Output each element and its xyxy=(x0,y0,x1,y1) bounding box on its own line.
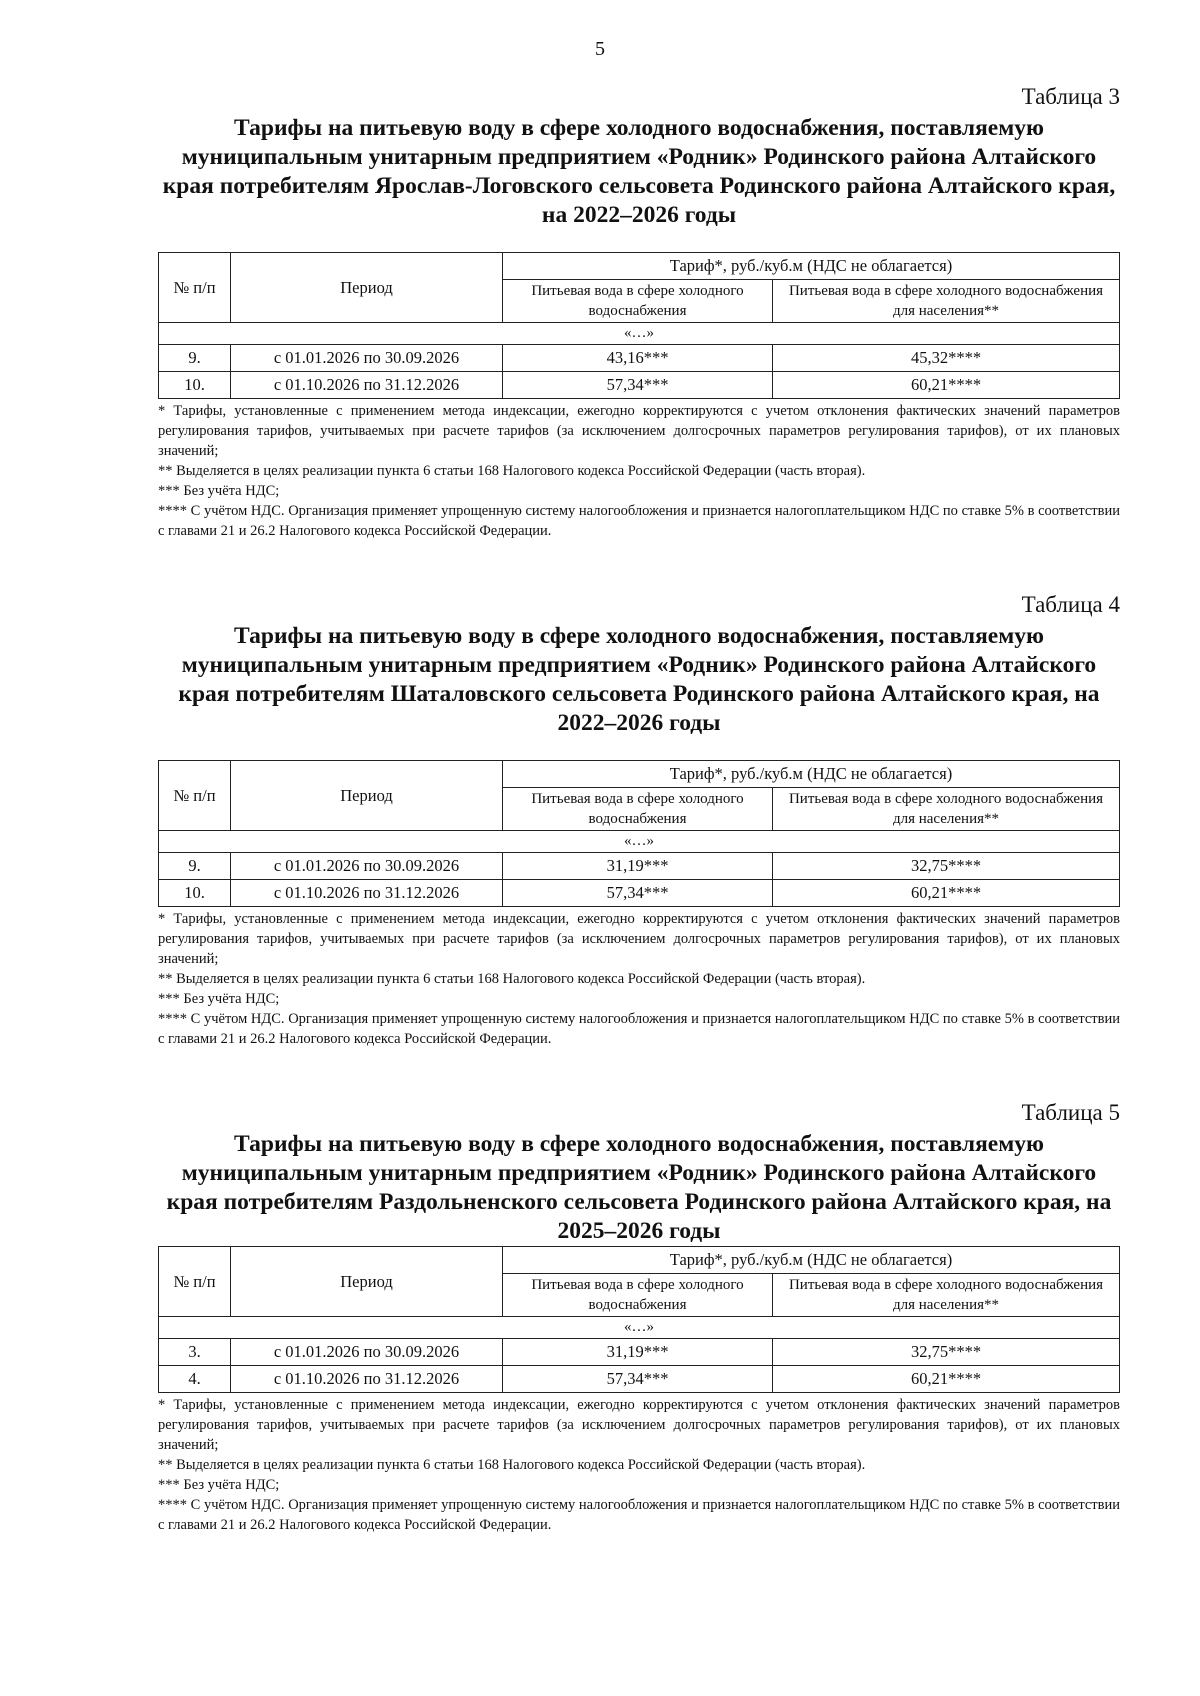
header-period: Период xyxy=(231,1247,503,1317)
row-period: с 01.01.2026 по 30.09.2026 xyxy=(231,853,503,880)
footnotes xyxy=(158,909,1120,1049)
footnote: **** С учётом НДС. Организация применяет упрощенную систему налогообложения и признается налогоплательщиком НДС по ставке 5% в соответствии с главами 21 и 26.2 Налогового кодекса Российской Федерации. xyxy=(158,1497,1120,1533)
row-num: 9. xyxy=(159,345,231,372)
table-4-section xyxy=(158,592,1120,1049)
row-tariff-a: 31,19*** xyxy=(503,1339,773,1366)
table-3-section xyxy=(158,84,1120,541)
footnote: * Тарифы, установленные с применением метода индексации, ежегодно корректируются с учетом отклонения фактических значений параметров регулирования тарифов, учитываемых при расчете тарифов (за исключением долгосрочных параметров регулирования тарифов), от их плановых значений; xyxy=(158,911,1120,967)
row-num: 3. xyxy=(159,1339,231,1366)
table-label: Таблица 5 xyxy=(1021,1100,1120,1125)
table-5-section xyxy=(158,1100,1120,1535)
footnote: *** Без учёта НДС; xyxy=(158,483,280,499)
table-row xyxy=(159,853,1120,880)
footnote: *** Без учёта НДС; xyxy=(158,991,280,1007)
row-period: с 01.01.2026 по 30.09.2026 xyxy=(231,345,503,372)
table-row xyxy=(159,880,1120,907)
header-col-a: Питьевая вода в сфере холодного водоснабжения xyxy=(503,1274,773,1317)
row-period: с 01.10.2026 по 31.12.2026 xyxy=(231,880,503,907)
header-period: Период xyxy=(231,253,503,323)
row-tariff-b: 60,21**** xyxy=(773,880,1120,907)
row-tariff-a: 57,34*** xyxy=(503,880,773,907)
page-number: 5 xyxy=(595,38,605,60)
row-num: 10. xyxy=(159,372,231,399)
row-tariff-b: 32,75**** xyxy=(773,1339,1120,1366)
footnotes xyxy=(158,401,1120,541)
header-num: № п/п xyxy=(159,253,231,323)
header-num: № п/п xyxy=(159,761,231,831)
table-label: Таблица 3 xyxy=(1021,84,1120,109)
row-num: 10. xyxy=(159,880,231,907)
tariff-table xyxy=(158,252,1120,399)
row-tariff-a: 43,16*** xyxy=(503,345,773,372)
table-title: Тарифы на питьевую воду в сфере холодного водоснабжения, поставляемую муниципальным унитарным предприятием «Родник» Родинского района Алтайского края потребителям Шаталовского сельсовета Родинского района Алтайского края, на 2022–2026 годы xyxy=(178,623,1100,736)
header-tariff: Тариф*, руб./куб.м (НДС не облагается) xyxy=(503,1247,1120,1274)
footnote: **** С учётом НДС. Организация применяет упрощенную систему налогообложения и признается налогоплательщиком НДС по ставке 5% в соответствии с главами 21 и 26.2 Налогового кодекса Российской Федерации. xyxy=(158,503,1120,539)
header-col-a: Питьевая вода в сфере холодного водоснабжения xyxy=(503,280,773,323)
row-period: с 01.10.2026 по 31.12.2026 xyxy=(231,372,503,399)
row-tariff-b: 32,75**** xyxy=(773,853,1120,880)
row-period: с 01.01.2026 по 30.09.2026 xyxy=(231,1339,503,1366)
tariff-table xyxy=(158,1246,1120,1393)
header-period: Период xyxy=(231,761,503,831)
ellipsis-row: «…» xyxy=(159,323,1120,345)
footnote: * Тарифы, установленные с применением метода индексации, ежегодно корректируются с учетом отклонения фактических значений параметров регулирования тарифов, учитываемых при расчете тарифов (за исключением долгосрочных параметров регулирования тарифов), от их плановых значений; xyxy=(158,1397,1120,1453)
row-tariff-a: 57,34*** xyxy=(503,1366,773,1393)
ellipsis-row: «…» xyxy=(159,1317,1120,1339)
footnote: *** Без учёта НДС; xyxy=(158,1477,280,1493)
row-num: 9. xyxy=(159,853,231,880)
header-col-b: Питьевая вода в сфере холодного водоснабжения для населения** xyxy=(773,280,1120,323)
footnote: ** Выделяется в целях реализации пункта 6 статьи 168 Налогового кодекса Российской Федерации (часть вторая). xyxy=(158,971,866,987)
table-row xyxy=(159,372,1120,399)
header-col-b: Питьевая вода в сфере холодного водоснабжения для населения** xyxy=(773,1274,1120,1317)
row-tariff-a: 57,34*** xyxy=(503,372,773,399)
footnote: ** Выделяется в целях реализации пункта 6 статьи 168 Налогового кодекса Российской Федерации (часть вторая). xyxy=(158,1457,866,1473)
row-period: с 01.10.2026 по 31.12.2026 xyxy=(231,1366,503,1393)
footnote: **** С учётом НДС. Организация применяет упрощенную систему налогообложения и признается налогоплательщиком НДС по ставке 5% в соответствии с главами 21 и 26.2 Налогового кодекса Российской Федерации. xyxy=(158,1011,1120,1047)
table-row xyxy=(159,345,1120,372)
row-tariff-b: 45,32**** xyxy=(773,345,1120,372)
header-col-b: Питьевая вода в сфере холодного водоснабжения для населения** xyxy=(773,788,1120,831)
footnote: * Тарифы, установленные с применением метода индексации, ежегодно корректируются с учетом отклонения фактических значений параметров регулирования тарифов, учитываемых при расчете тарифов (за исключением долгосрочных параметров регулирования тарифов), от их плановых значений; xyxy=(158,403,1120,459)
row-num: 4. xyxy=(159,1366,231,1393)
table-title: Тарифы на питьевую воду в сфере холодного водоснабжения, поставляемую муниципальным унитарным предприятием «Родник» Родинского района Алтайского края потребителям Ярослав-Логовского сельсовета Родинского района Алтайского края, на 2022–2026 годы xyxy=(162,115,1116,228)
table-row xyxy=(159,1366,1120,1393)
table-label: Таблица 4 xyxy=(1021,592,1120,617)
table-title: Тарифы на питьевую воду в сфере холодного водоснабжения, поставляемую муниципальным унитарным предприятием «Родник» Родинского района Алтайского края потребителям Раздольненского сельсовета Родинского района Алтайского края, на 2025–2026 годы xyxy=(166,1131,1112,1244)
row-tariff-a: 31,19*** xyxy=(503,853,773,880)
row-tariff-b: 60,21**** xyxy=(773,1366,1120,1393)
table-row xyxy=(159,1339,1120,1366)
ellipsis-row: «…» xyxy=(159,831,1120,853)
tariff-table xyxy=(158,760,1120,907)
footnotes xyxy=(158,1395,1120,1535)
header-col-a: Питьевая вода в сфере холодного водоснабжения xyxy=(503,788,773,831)
header-tariff: Тариф*, руб./куб.м (НДС не облагается) xyxy=(503,253,1120,280)
header-num: № п/п xyxy=(159,1247,231,1317)
header-tariff: Тариф*, руб./куб.м (НДС не облагается) xyxy=(503,761,1120,788)
row-tariff-b: 60,21**** xyxy=(773,372,1120,399)
footnote: ** Выделяется в целях реализации пункта 6 статьи 168 Налогового кодекса Российской Федерации (часть вторая). xyxy=(158,463,866,479)
